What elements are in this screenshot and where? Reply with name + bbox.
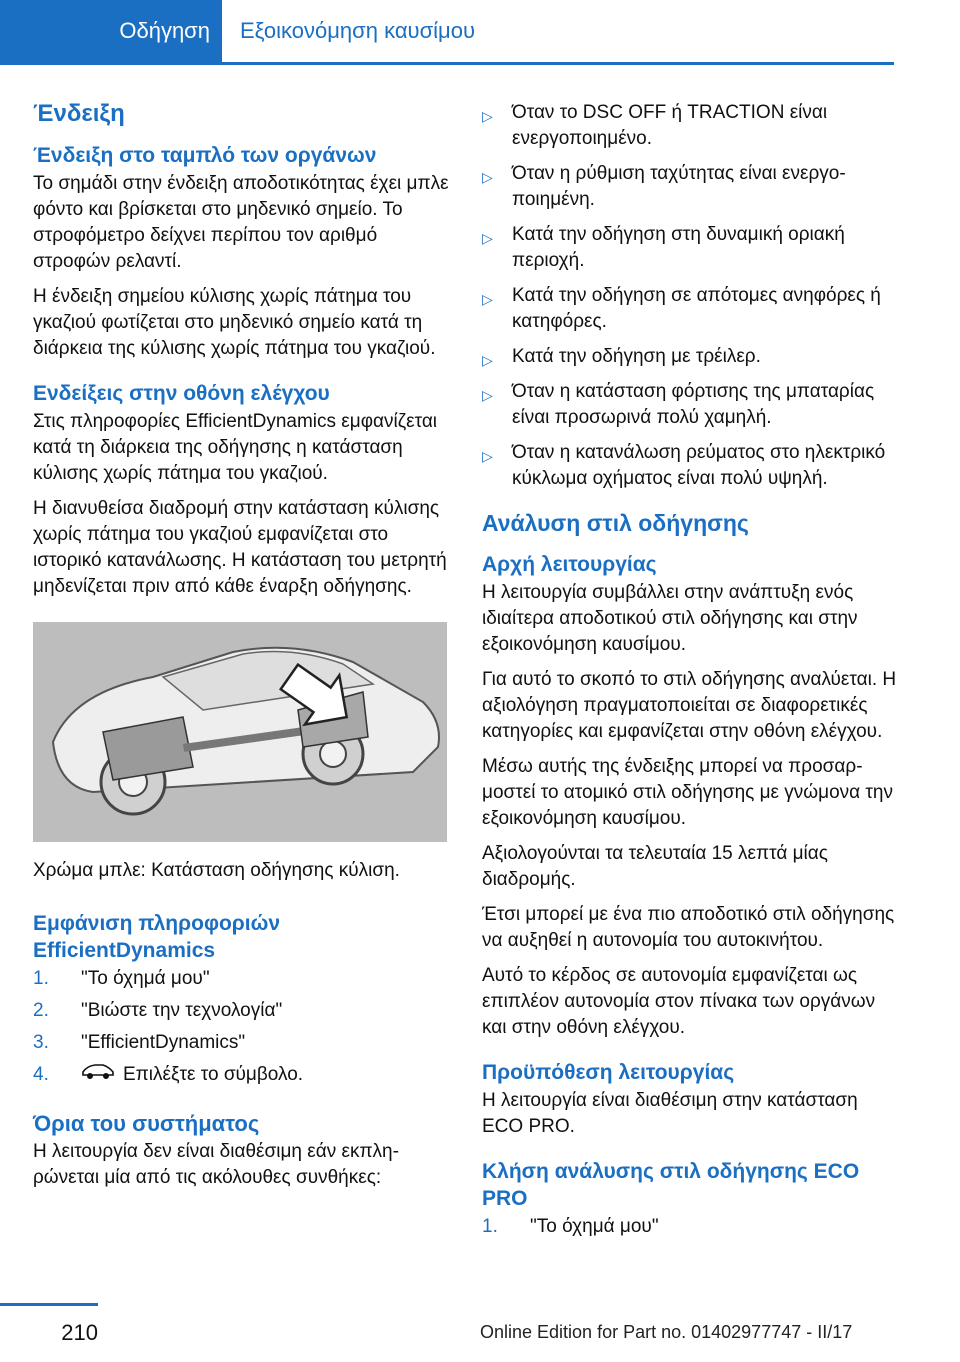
list-item xyxy=(33,1062,451,1088)
paragraph: Στις πληροφορίες EfficientDynamics εμφανίζεται κατά τη διάρκεια της οδήγησης η κατάσταση κύλισης χωρίς πάτημα του γκαζιού. xyxy=(33,411,438,484)
list-item xyxy=(482,100,900,152)
step-number: 2. xyxy=(33,1000,49,1021)
condition-text: Όταν το DSC OFF ή TRACTION είναι ενεργοποιημένο. xyxy=(512,102,828,149)
tab-driving[interactable]: Οδήγηση xyxy=(0,0,222,62)
step-text: "Βιώστε την τεχνολογία" xyxy=(81,1000,283,1021)
paragraph: Η λειτουργία συμβάλλει στην ανάπτυξη ενός ιδιαίτερα αποδοτικού στιλ οδήγησης και στην εξοικονόμηση καυσίμου. xyxy=(482,582,858,655)
paragraph: Η λειτουργία δεν είναι διαθέσιμη εάν εκπληρώνεται μία από τις ακόλουθες συνθήκες: xyxy=(33,1141,399,1189)
paragraph: Αξιολογούνται τα τελευταία 15 λεπτά μίας διαδρομής. xyxy=(482,843,828,890)
paragraph: Η διανυθείσα διαδρομή στην κατάσταση κύλισης χωρίς πάτημα του γκαζιού εμφανίζεται στο ιστορικό κατανάλωσης. Η κατάσταση του μετρητή μηδενίζεται πριν από κάθε έναρξη οδήγησης. xyxy=(33,498,447,597)
step-number: 4. xyxy=(33,1064,49,1085)
paragraph: Αυτό το κέρδος σε αυτονομία εμφανίζεται ως επιπλέον αυτονομία στον πίνακα των οργάνων και στην οθόνη ελέγχου. xyxy=(482,965,876,1038)
triangle-bullet-icon: ▷ xyxy=(482,169,493,185)
steps-list xyxy=(482,1214,900,1240)
list-item xyxy=(482,379,900,431)
tab-fuel-saving[interactable]: Εξοικονόμηση καυσίμου xyxy=(240,18,475,43)
step-text: "EfficientDynamics" xyxy=(81,1032,246,1053)
list-item xyxy=(482,440,900,492)
triangle-bullet-icon: ▷ xyxy=(482,230,493,246)
subheading-call-analysis: Κλήση ανάλυσης στιλ οδήγησης ECO PRO xyxy=(482,1160,860,1210)
subheading-system-limits: Όρια του συστήματος xyxy=(33,1111,260,1137)
paragraph: Η ένδειξη σημείου κύλισης χωρίς πάτημα του γκαζιού φωτίζεται στο μηδενικό σημείο κατά τη διάρκεια της κύλισης χωρίς πάτημα του γκαζιού. xyxy=(33,286,436,359)
triangle-bullet-icon: ▷ xyxy=(482,108,493,124)
triangle-bullet-icon: ▷ xyxy=(482,291,493,307)
right-column xyxy=(482,100,900,1246)
car-illustration xyxy=(33,622,447,842)
subheading-principle: Αρχή λειτουργίας xyxy=(482,553,657,576)
triangle-bullet-icon: ▷ xyxy=(482,448,493,464)
subheading-prerequisite: Προϋπόθεση λειτουργίας xyxy=(482,1061,735,1084)
condition-text: Όταν η κατάσταση φόρτισης της μπαταρίας είναι προσωρινά πολύ χαμηλή. xyxy=(512,381,875,428)
paragraph: Έτσι μπορεί με ένα πιο αποδοτικό στιλ οδήγησης να αυξηθεί η αυτονομία του αυτοκινήτου. xyxy=(482,904,895,951)
condition-text: Κατά την οδήγηση σε απότομες ανηφόρες ή κατηφόρες. xyxy=(512,285,881,332)
section-title-analysis: Ανάλυση στιλ οδήγησης xyxy=(482,510,749,536)
list-item xyxy=(482,283,900,335)
paragraph: Το σημάδι στην ένδειξη αποδοτικότητας έχει μπλε φόντο και βρίσκεται στο μηδενικό σημείο. Το στροφόμετρο δείχνει περίπου τον αριθμό στροφών ρελαντί. xyxy=(33,173,449,272)
step-number: 1. xyxy=(33,968,49,989)
subheading-cluster: Ένδειξη στο ταμπλό των οργάνων xyxy=(33,144,377,167)
triangle-bullet-icon: ▷ xyxy=(482,352,493,368)
list-item xyxy=(482,222,900,274)
condition-text: Όταν η κατανάλωση ρεύματος στο ηλεκτρικό κύκλωμα οχήματος είναι πολύ υψηλή. xyxy=(512,442,886,489)
step-text: "Το όχημά μου" xyxy=(81,968,210,989)
list-item xyxy=(482,161,900,213)
page-number: 210 xyxy=(0,1303,98,1346)
step-number: 1. xyxy=(482,1216,498,1237)
tab-bar xyxy=(0,0,894,65)
list-item xyxy=(482,344,900,370)
section-title-display: Ένδειξη xyxy=(33,100,125,127)
step-text: "Το όχημά μου" xyxy=(530,1216,659,1237)
left-column xyxy=(33,100,451,1200)
paragraph: Μέσω αυτής της ένδειξης μπορεί να προσαρμοστεί το ατομικό στιλ οδήγησης με γνώμονα την εξοικονόμηση καυσίμου. xyxy=(482,756,893,829)
edition-footer: Online Edition for Part no. 01402977747 - II/17 xyxy=(480,1322,853,1342)
triangle-bullet-icon: ▷ xyxy=(482,387,493,403)
steps-list xyxy=(33,966,451,1088)
list-item xyxy=(482,1214,900,1240)
condition-text: Όταν η ρύθμιση ταχύτητας είναι ενεργοποιημένη. xyxy=(512,163,846,210)
car-icon xyxy=(81,1062,115,1088)
list-item xyxy=(33,998,451,1024)
subheading-control-display: Ενδείξεις στην οθόνη ελέγχου xyxy=(33,382,330,405)
list-item xyxy=(33,1030,451,1056)
conditions-list xyxy=(482,100,900,492)
image-caption: Χρώμα μπλε: Κατάσταση οδήγησης κύλιση. xyxy=(33,860,400,881)
condition-text: Κατά την οδήγηση με τρέιλερ. xyxy=(512,346,761,367)
subheading-show-info: Εμφάνιση πληροφοριών EfficientDynamics xyxy=(33,912,281,962)
list-item xyxy=(33,966,451,992)
condition-text: Κατά την οδήγηση στη δυναμική οριακή περιοχή. xyxy=(512,224,845,271)
step-text: Επιλέξτε το σύμβολο. xyxy=(123,1064,304,1086)
step-number: 3. xyxy=(33,1032,49,1053)
paragraph: Για αυτό το σκοπό το στιλ οδήγησης αναλύεται. Η αξιολόγηση πραγματοποιείται σε διαφορετικές κατηγορίες και εμφανίζεται στην οθόνη ελέγχου. xyxy=(482,669,897,742)
paragraph: Η λειτουργία είναι διαθέσιμη στην κατάσταση ECO PRO. xyxy=(482,1090,858,1137)
